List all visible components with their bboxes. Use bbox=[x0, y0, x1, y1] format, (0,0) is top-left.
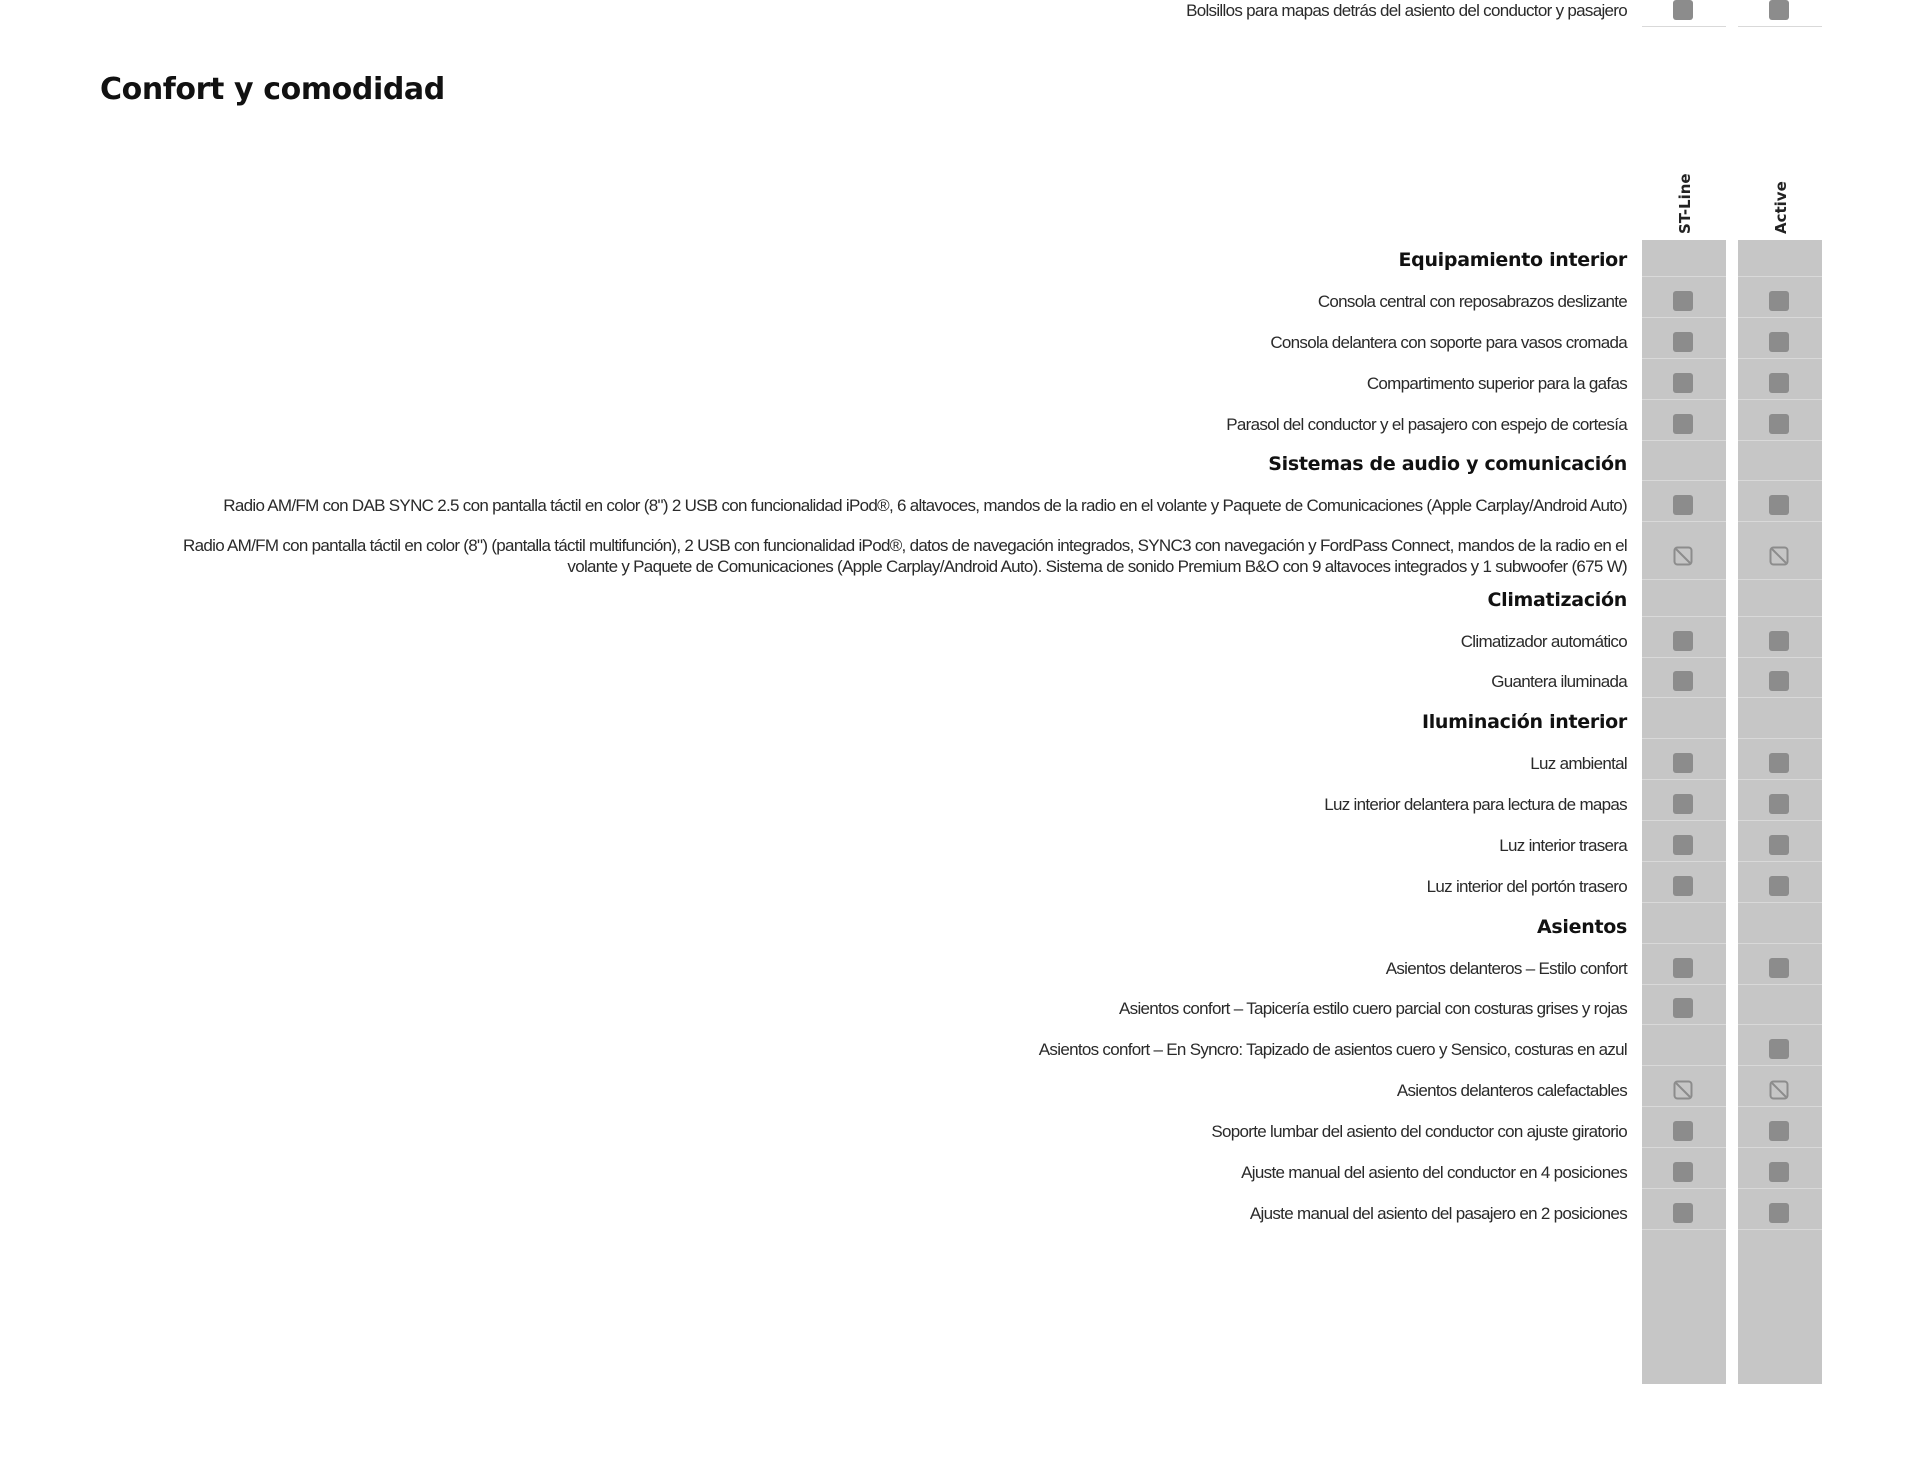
row-separator bbox=[1642, 1106, 1726, 1107]
row-separator bbox=[1642, 1229, 1726, 1230]
standard-mark bbox=[1673, 876, 1693, 896]
row-separator bbox=[1642, 521, 1726, 522]
row-separator bbox=[1738, 943, 1822, 944]
row-separator bbox=[1738, 861, 1822, 862]
standard-mark bbox=[1769, 958, 1789, 978]
standard-mark bbox=[1769, 373, 1789, 393]
feature-label: Ajuste manual del asiento del conductor en 4 posiciones bbox=[1241, 1163, 1627, 1182]
row-separator bbox=[1642, 738, 1726, 739]
feature-label: Consola central con reposabrazos deslizante bbox=[1317, 292, 1627, 311]
section-heading: Sistemas de audio y comunicación bbox=[1268, 453, 1627, 475]
feature-label: Luz interior trasera bbox=[1499, 836, 1627, 855]
standard-mark bbox=[1769, 495, 1789, 515]
optional-icon bbox=[1769, 546, 1789, 566]
row-separator bbox=[1738, 440, 1822, 441]
row-separator bbox=[1738, 1024, 1822, 1025]
optional-mark bbox=[1769, 546, 1789, 566]
optional-icon-slash bbox=[1676, 1083, 1690, 1097]
column-header-st-line bbox=[1642, 150, 1726, 234]
standard-mark bbox=[1769, 835, 1789, 855]
row-separator bbox=[1738, 1188, 1822, 1189]
row-separator bbox=[1642, 861, 1726, 862]
row-separator bbox=[1642, 399, 1726, 400]
row-separator bbox=[1642, 26, 1726, 27]
row-separator bbox=[1738, 984, 1822, 985]
feature-label-line2: volante y Paquete de Comunicaciones (Apple Carplay/Android Auto). Sistema de sonido Premium B&O con 9 altavoces integrados y 1 subwoofer (675 W) bbox=[567, 557, 1627, 576]
standard-mark bbox=[1769, 1162, 1789, 1182]
standard-mark bbox=[1769, 1039, 1789, 1059]
standard-mark bbox=[1673, 291, 1693, 311]
row-separator bbox=[1738, 358, 1822, 359]
standard-mark bbox=[1673, 794, 1693, 814]
section-heading: Equipamiento interior bbox=[1398, 249, 1627, 271]
feature-label: Asientos confort – En Syncro: Tapizado de asientos cuero y Sensico, costuras en azul bbox=[1038, 1040, 1627, 1059]
feature-label: Asientos delanteros calefactables bbox=[1396, 1081, 1627, 1100]
standard-mark bbox=[1673, 1203, 1693, 1223]
optional-mark bbox=[1673, 546, 1693, 566]
standard-mark bbox=[1673, 0, 1693, 20]
standard-mark bbox=[1673, 1162, 1693, 1182]
row-separator bbox=[1642, 779, 1726, 780]
standard-mark bbox=[1769, 291, 1789, 311]
row-separator bbox=[1642, 1065, 1726, 1066]
row-separator bbox=[1738, 657, 1822, 658]
standard-mark bbox=[1769, 332, 1789, 352]
standard-mark bbox=[1673, 958, 1693, 978]
standard-mark bbox=[1673, 835, 1693, 855]
row-separator bbox=[1642, 616, 1726, 617]
row-separator bbox=[1738, 697, 1822, 698]
row-separator bbox=[1738, 26, 1822, 27]
optional-icon bbox=[1673, 1080, 1693, 1100]
column-header-active bbox=[1738, 150, 1822, 234]
feature-label: Asientos confort – Tapicería estilo cuero parcial con costuras grises y rojas bbox=[1119, 999, 1627, 1018]
standard-mark bbox=[1673, 998, 1693, 1018]
row-separator bbox=[1642, 902, 1726, 903]
row-separator bbox=[1738, 738, 1822, 739]
section-heading: Climatización bbox=[1487, 589, 1627, 611]
standard-mark bbox=[1673, 414, 1693, 434]
optional-mark bbox=[1673, 1080, 1693, 1100]
optional-icon-slash bbox=[1772, 549, 1786, 563]
section-heading: Iluminación interior bbox=[1421, 711, 1627, 733]
standard-mark bbox=[1673, 753, 1693, 773]
row-separator bbox=[1738, 276, 1822, 277]
row-separator bbox=[1642, 984, 1726, 985]
row-separator bbox=[1738, 579, 1822, 580]
row-separator bbox=[1738, 616, 1822, 617]
row-separator bbox=[1738, 1147, 1822, 1148]
optional-icon bbox=[1673, 546, 1693, 566]
standard-mark bbox=[1673, 1121, 1693, 1141]
row-separator bbox=[1642, 579, 1726, 580]
feature-label: Radio AM/FM con pantalla táctil en color (8") (pantalla táctil multifunción), 2 USB con funcionalidad iPod®, datos de navegación integrados, SYNC3 con navegación y FordPass Connect, mandos de la radio en el bbox=[183, 536, 1627, 555]
row-separator bbox=[1738, 480, 1822, 481]
feature-label: Ajuste manual del asiento del pasajero en 2 posiciones bbox=[1249, 1204, 1627, 1223]
standard-mark bbox=[1673, 631, 1693, 651]
row-separator bbox=[1642, 820, 1726, 821]
standard-mark bbox=[1769, 414, 1789, 434]
section-heading: Asientos bbox=[1537, 916, 1627, 938]
row-separator bbox=[1642, 440, 1726, 441]
feature-label: Asientos delanteros – Estilo confort bbox=[1385, 959, 1627, 978]
standard-mark bbox=[1769, 1203, 1789, 1223]
standard-mark bbox=[1769, 794, 1789, 814]
standard-mark bbox=[1769, 671, 1789, 691]
standard-mark bbox=[1673, 495, 1693, 515]
feature-label: Luz interior delantera para lectura de mapas bbox=[1324, 795, 1627, 814]
row-separator bbox=[1738, 1229, 1822, 1230]
feature-label: Consola delantera con soporte para vasos cromada bbox=[1270, 333, 1627, 352]
row-separator bbox=[1642, 943, 1726, 944]
optional-icon-slash bbox=[1772, 1083, 1786, 1097]
optional-icon bbox=[1769, 1080, 1789, 1100]
row-separator bbox=[1642, 358, 1726, 359]
row-separator bbox=[1738, 1106, 1822, 1107]
row-separator bbox=[1738, 317, 1822, 318]
feature-label: Guantera iluminada bbox=[1491, 672, 1627, 691]
feature-label: Compartimento superior para la gafas bbox=[1366, 374, 1627, 393]
column-header-label: Active bbox=[1772, 181, 1790, 234]
standard-mark bbox=[1673, 671, 1693, 691]
feature-label: Soporte lumbar del asiento del conductor con ajuste giratorio bbox=[1211, 1122, 1627, 1141]
standard-mark bbox=[1673, 332, 1693, 352]
row-separator bbox=[1738, 521, 1822, 522]
row-separator bbox=[1738, 779, 1822, 780]
row-separator bbox=[1642, 480, 1726, 481]
standard-mark bbox=[1769, 0, 1789, 20]
optional-mark bbox=[1769, 1080, 1789, 1100]
row-separator bbox=[1642, 1188, 1726, 1189]
feature-label: Luz interior del portón trasero bbox=[1426, 877, 1627, 896]
standard-mark bbox=[1769, 753, 1789, 773]
feature-label: Luz ambiental bbox=[1530, 754, 1627, 773]
row-separator bbox=[1642, 697, 1726, 698]
row-separator bbox=[1738, 820, 1822, 821]
row-separator bbox=[1642, 1024, 1726, 1025]
feature-label: Parasol del conductor y el pasajero con espejo de cortesía bbox=[1226, 415, 1627, 434]
feature-label: Radio AM/FM con DAB SYNC 2.5 con pantalla táctil en color (8") 2 USB con funcionalidad iPod®, 6 altavoces, mandos de la radio en el volante y Paquete de Comunicaciones (Apple Carplay/Android Auto) bbox=[223, 496, 1627, 515]
row-separator bbox=[1642, 1147, 1726, 1148]
row-separator bbox=[1738, 902, 1822, 903]
feature-label: Climatizador automático bbox=[1460, 632, 1627, 651]
row-separator bbox=[1642, 657, 1726, 658]
row-separator bbox=[1738, 1065, 1822, 1066]
row-separator bbox=[1738, 399, 1822, 400]
standard-mark bbox=[1673, 373, 1693, 393]
row-separator bbox=[1642, 317, 1726, 318]
feature-label: Bolsillos para mapas detrás del asiento del conductor y pasajero bbox=[1186, 1, 1627, 20]
standard-mark bbox=[1769, 1121, 1789, 1141]
optional-icon-slash bbox=[1676, 549, 1690, 563]
standard-mark bbox=[1769, 631, 1789, 651]
column-header-label: ST-Line bbox=[1676, 173, 1694, 234]
row-separator bbox=[1642, 276, 1726, 277]
page-title: Confort y comodidad bbox=[100, 72, 445, 107]
standard-mark bbox=[1769, 876, 1789, 896]
